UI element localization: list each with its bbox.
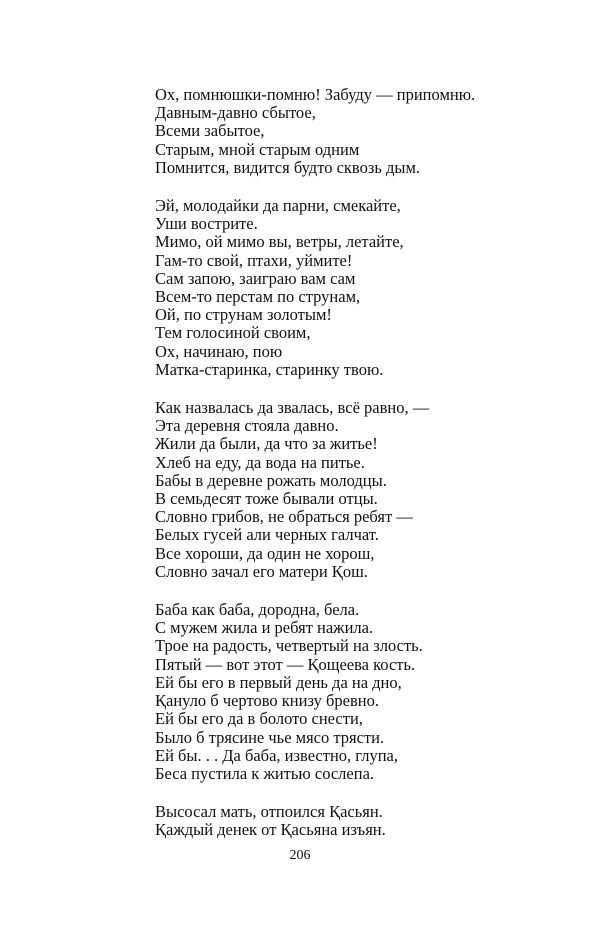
poem-line: С мужем жила и ребят нажила. bbox=[155, 618, 374, 638]
poem-line: Словно грибов, не обраться ребят — bbox=[155, 507, 413, 527]
stanza bbox=[155, 197, 555, 379]
poem-line: Гам-то свой, птахи, уймите! bbox=[155, 250, 353, 270]
poem-line: Все хороши, да один не хорош, bbox=[155, 543, 375, 563]
poem-line: Уши вострите. bbox=[155, 214, 258, 234]
page-number: 206 bbox=[289, 848, 311, 863]
poem-line: Ей бы его да в болото снести, bbox=[155, 709, 363, 729]
poem-line: Беса пустила к житью сослепа. bbox=[155, 763, 375, 783]
poem-line: Трое на радость, четвертый на злость. bbox=[155, 636, 423, 656]
poem-line: Ой, по струнам золотым! bbox=[155, 305, 332, 325]
poem-line: Давным-давно сбытое, bbox=[155, 103, 316, 123]
poem-line: Ей бы. . . Да баба, известно, глупа, bbox=[155, 745, 398, 765]
poem-line: Высосал мать, отпоился Қасьян. bbox=[155, 802, 383, 822]
poem-line: Бабы в деревне рожать молодцы. bbox=[155, 470, 387, 490]
poem-text bbox=[155, 86, 555, 840]
poem-line: Помнится, видится будто сквозь дым. bbox=[155, 157, 421, 177]
poem-line: Словно зачал его матери Қош. bbox=[155, 561, 368, 581]
poem-line: Қануло б чертово книзу бревно. bbox=[155, 691, 379, 711]
poem-line: Старым, мной старым одним bbox=[155, 139, 360, 159]
poem-line: Ох, начинаю, пою bbox=[155, 341, 283, 361]
poem-line: Мимо, ой мимо вы, ветры, летайте, bbox=[155, 232, 404, 252]
poem-line: Было б трясине чье мясо трясти. bbox=[155, 727, 385, 747]
poem-line: Как назвалась да звалась, всё равно, — bbox=[155, 398, 430, 418]
stanza bbox=[155, 86, 555, 177]
poem-line: Ох, помнюшки-помню! Забуду — припомню. bbox=[155, 85, 476, 104]
poem-line: Сам запою, заиграю вам сам bbox=[155, 268, 356, 288]
stanza bbox=[155, 803, 555, 839]
poem-line: Белых гусей али черных галчат. bbox=[155, 525, 379, 545]
poem-line: Ей бы его в первый день да на дно, bbox=[155, 672, 402, 692]
poem-line: В семьдесят тоже бывали отцы. bbox=[155, 489, 378, 509]
poem-line: Тем голосиной своим, bbox=[155, 323, 311, 343]
poem-line: Эта деревня стояла давно. bbox=[155, 416, 339, 436]
poem-line: Хлеб на еду, да вода на питье. bbox=[155, 452, 365, 472]
poem-line: Жили да были, да что за житье! bbox=[155, 434, 378, 454]
poem-line: Пятый — вот этот — Қощеева кость. bbox=[155, 654, 416, 674]
poem-line: Баба как баба, дородна, бела. bbox=[155, 600, 360, 620]
stanza bbox=[155, 399, 555, 581]
poem-line: Всем-то перстам по струнам, bbox=[155, 287, 361, 307]
poem-line: Матка-старинка, старинку твою. bbox=[155, 359, 384, 379]
poem-line: Эй, молодайки да парни, смекайте, bbox=[155, 196, 401, 216]
stanza bbox=[155, 601, 555, 783]
poem-line: Всеми забытое, bbox=[155, 121, 265, 141]
poem-line: Қаждый денек от Қасьяна изъян. bbox=[155, 820, 386, 840]
